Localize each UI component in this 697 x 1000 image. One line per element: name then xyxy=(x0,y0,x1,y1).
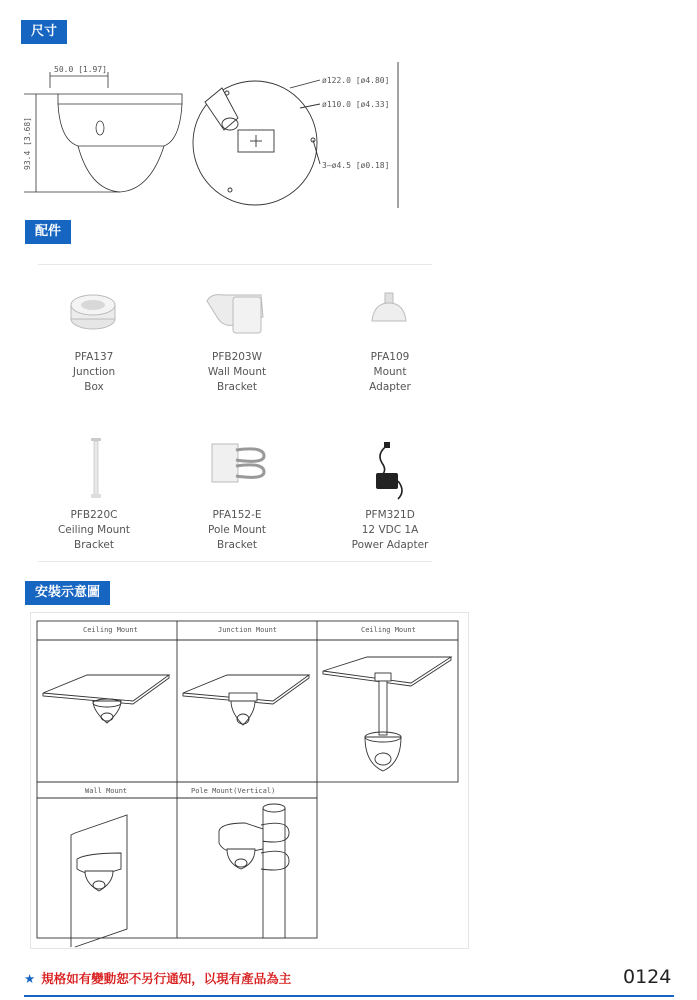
section-title-dimensions: 尺寸 xyxy=(21,20,67,44)
accessory-pfa152-e: PFA152-E Pole Mount Bracket xyxy=(207,509,266,551)
accessory-pfa137: PFA137 Junction Box xyxy=(72,351,116,393)
dim-side-height: 93.4 [3.68] xyxy=(23,117,32,170)
mount-adapter-image xyxy=(366,291,412,329)
footer-divider xyxy=(24,995,674,997)
junction-box-image xyxy=(68,289,118,334)
pole-mount-image xyxy=(208,440,268,486)
mount-label-ceiling-2: Ceiling Mount xyxy=(361,626,416,634)
mount-label-wall: Wall Mount xyxy=(85,787,128,795)
installation-grid xyxy=(31,613,468,948)
ceiling-mount-image xyxy=(88,437,104,501)
accessories-grid xyxy=(38,264,432,562)
accessory-pfa109: PFA109 Mount Adapter xyxy=(369,351,411,393)
page-number: 0124 xyxy=(623,966,672,988)
footer-note-text: 規格如有變動恕不另行通知，以現有產品為主 xyxy=(41,971,292,986)
accessory-pfb220c: PFB220C Ceiling Mount Bracket xyxy=(57,509,131,551)
section-title-accessories: 配件 xyxy=(25,220,71,244)
dim-top-outer: ø122.0 [ø4.80] xyxy=(322,76,390,85)
mount-label-pole: Pole Mount(Vertical) xyxy=(191,787,276,795)
mount-label-junction: Junction Mount xyxy=(218,626,278,634)
footer-note xyxy=(24,969,291,987)
section-title-installation: 安裝示意圖 xyxy=(25,581,110,605)
power-adapter-image xyxy=(368,441,408,505)
dim-top-inner: ø110.0 [ø4.33] xyxy=(322,100,390,109)
accessory-pfb203w: PFB203W Wall Mount Bracket xyxy=(207,351,267,393)
dim-side-width: 50.0 [1.97] xyxy=(54,65,107,74)
dim-holes: 3–ø4.5 [ø0.18] xyxy=(322,161,390,170)
dimension-drawing xyxy=(0,0,697,215)
wall-mount-image xyxy=(203,287,268,337)
mount-label-ceiling-1: Ceiling Mount xyxy=(83,626,138,634)
installation-diagram xyxy=(30,612,469,949)
accessory-pfm321d: PFM321D 12 VDC 1A Power Adapter xyxy=(351,509,429,551)
star-icon: ★ xyxy=(24,971,36,986)
